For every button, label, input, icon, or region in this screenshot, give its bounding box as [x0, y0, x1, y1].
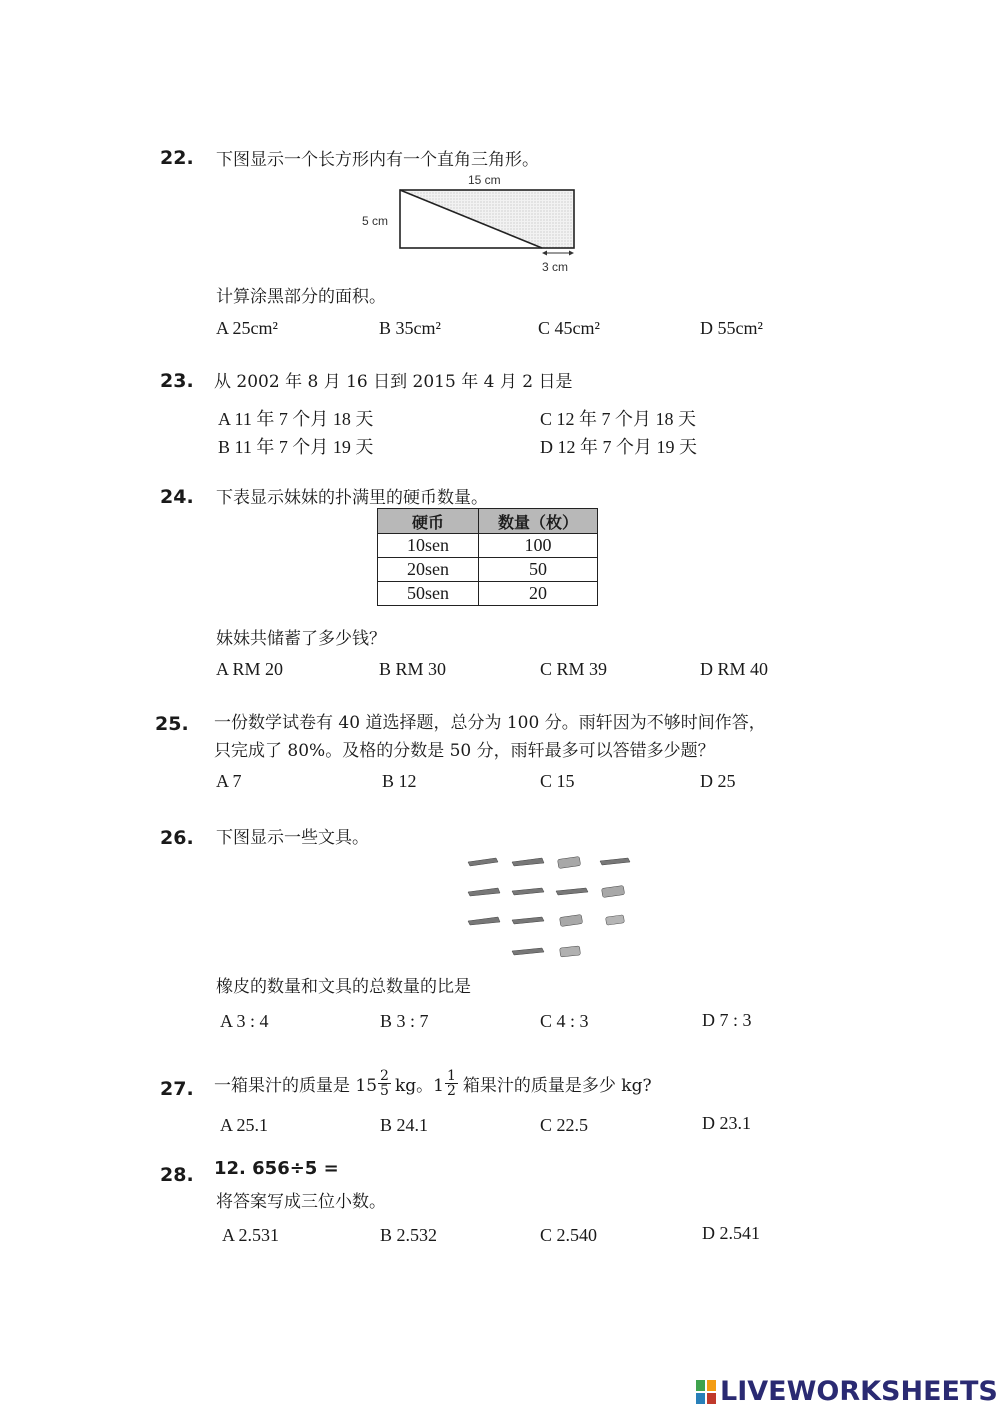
option-25-b[interactable]: B 12: [382, 771, 417, 791]
option-27-b[interactable]: B 24.1: [380, 1115, 429, 1135]
question-23-text: 从 2002 年 8 月 16 日到 2015 年 4 月 2 日是: [214, 372, 573, 392]
fraction-numerator: 1: [446, 1067, 456, 1084]
pen-icon: [468, 888, 500, 896]
question-27-text-a: 一箱果汁的质量是 15: [214, 1075, 378, 1096]
eraser-icon: [602, 886, 625, 898]
option-26-c[interactable]: C 4 : 3: [540, 1011, 589, 1031]
question-number-24: 24.: [160, 486, 194, 508]
option-25-a[interactable]: A 7: [216, 771, 242, 791]
question-25-line-1: 一份数学试卷有 40 道选择题，总分为 100 分。雨轩因为不够时间作答，: [214, 713, 766, 733]
table-row: [378, 558, 598, 582]
question-24-prompt: 妹妹共储蓄了多少钱？: [216, 629, 386, 649]
stationery-illustration: [462, 852, 642, 964]
question-25-line-2: 只完成了 80%。及格的分数是 50 分，雨轩最多可以答错多少题？: [214, 741, 715, 761]
option-23-a[interactable]: A 11 年 7 个月 18 天: [218, 409, 374, 429]
eraser-icon: [560, 915, 583, 927]
table-header: 数量（枚）: [479, 509, 598, 534]
option-27-a[interactable]: A 25.1: [220, 1115, 269, 1135]
table-cell: 20: [479, 582, 598, 606]
table-cell: 20sen: [378, 558, 479, 582]
rect-bottom-label: 3 cm: [542, 260, 569, 274]
option-23-b[interactable]: B 11 年 7 个月 19 天: [218, 437, 374, 457]
question-27-text-b: kg。1: [394, 1075, 444, 1096]
option-22-b[interactable]: B 35cm²: [379, 318, 441, 338]
pen-icon: [512, 858, 544, 866]
question-26-prompt: 橡皮的数量和文具的总数量的比是: [216, 977, 471, 997]
option-25-c[interactable]: C 15: [540, 771, 575, 791]
question-number-28: 28.: [160, 1164, 194, 1186]
option-22-a[interactable]: A 25cm²: [216, 318, 278, 338]
table-row: [378, 534, 598, 558]
table-cell: 10sen: [378, 534, 479, 558]
question-number-27: 27.: [160, 1078, 194, 1100]
rect-top-label: 15 cm: [468, 173, 501, 187]
table-header: 硬币: [378, 509, 479, 534]
pen-icon: [512, 888, 544, 895]
option-24-c[interactable]: C RM 39: [540, 659, 608, 679]
option-27-c[interactable]: C 22.5: [540, 1115, 589, 1135]
question-number-22: 22.: [160, 147, 194, 169]
option-28-c[interactable]: C 2.540: [540, 1225, 598, 1245]
pen-icon: [512, 917, 544, 924]
pen-icon: [468, 917, 500, 925]
table-row: [378, 582, 598, 606]
option-26-a[interactable]: A 3 : 4: [220, 1011, 269, 1031]
question-number-25: 25.: [155, 713, 189, 735]
shaded-region: [400, 190, 574, 248]
pen-icon: [556, 888, 588, 895]
table-cell: 50: [479, 558, 598, 582]
question-22-prompt: 计算涂黑部分的面积。: [216, 287, 386, 307]
rect-left-label: 5 cm: [362, 214, 389, 228]
option-28-b[interactable]: B 2.532: [380, 1225, 438, 1245]
table-cell: 50sen: [378, 582, 479, 606]
option-23-c[interactable]: C 12 年 7 个月 18 天: [540, 409, 697, 429]
fraction-two-fifths: [378, 1069, 391, 1098]
eraser-icon: [560, 946, 581, 957]
coin-table: [377, 508, 598, 606]
question-26-text: 下图显示一些文具。: [216, 828, 369, 848]
question-22-text: 下图显示一个长方形内有一个直角三角形。: [216, 150, 539, 170]
pen-icon: [512, 948, 544, 955]
question-number-26: 26.: [160, 827, 194, 849]
option-22-c[interactable]: C 45cm²: [538, 318, 600, 338]
fraction-numerator: 2: [380, 1067, 389, 1084]
fraction-denominator: 2: [446, 1082, 456, 1099]
option-24-d[interactable]: D RM 40: [700, 659, 769, 679]
table-cell: 100: [479, 534, 598, 558]
option-25-d[interactable]: D 25: [700, 771, 736, 791]
pen-icon: [468, 858, 498, 866]
arrow-head-left: [542, 251, 547, 256]
question-27-text-c: 箱果汁的质量是多少 kg?: [462, 1075, 652, 1096]
eraser-icon: [558, 857, 581, 869]
question-28-prompt: 将答案写成三位小数。: [216, 1192, 386, 1212]
option-23-d[interactable]: D 12 年 7 个月 19 天: [540, 437, 697, 457]
liveworksheets-logo-icon: [696, 1380, 716, 1404]
question-28-expression: 12. 656÷5 =: [214, 1158, 339, 1179]
question-27-text: [214, 1065, 652, 1101]
option-27-d[interactable]: D 23.1: [702, 1113, 751, 1133]
fraction-denominator: 5: [380, 1082, 389, 1099]
question-24-text: 下表显示妹妹的扑满里的硬币数量。: [216, 488, 488, 508]
liveworksheets-logo: LIVEWORKSHEETS: [720, 1376, 998, 1407]
option-28-d[interactable]: D 2.541: [702, 1223, 760, 1243]
table-header-row: [378, 509, 598, 534]
eraser-icon: [606, 915, 625, 925]
rectangle-triangle-diagram: [396, 186, 580, 258]
pen-icon: [600, 858, 630, 865]
arrow-head-right: [569, 251, 574, 256]
option-26-b[interactable]: B 3 : 7: [380, 1011, 429, 1031]
option-22-d[interactable]: D 55cm²: [700, 318, 763, 338]
fraction-one-half: [445, 1069, 458, 1098]
option-24-a[interactable]: A RM 20: [216, 659, 284, 679]
option-26-d[interactable]: D 7 : 3: [702, 1010, 752, 1030]
option-24-b[interactable]: B RM 30: [379, 659, 447, 679]
option-28-a[interactable]: A 2.531: [222, 1225, 280, 1245]
question-number-23: 23.: [160, 370, 194, 392]
